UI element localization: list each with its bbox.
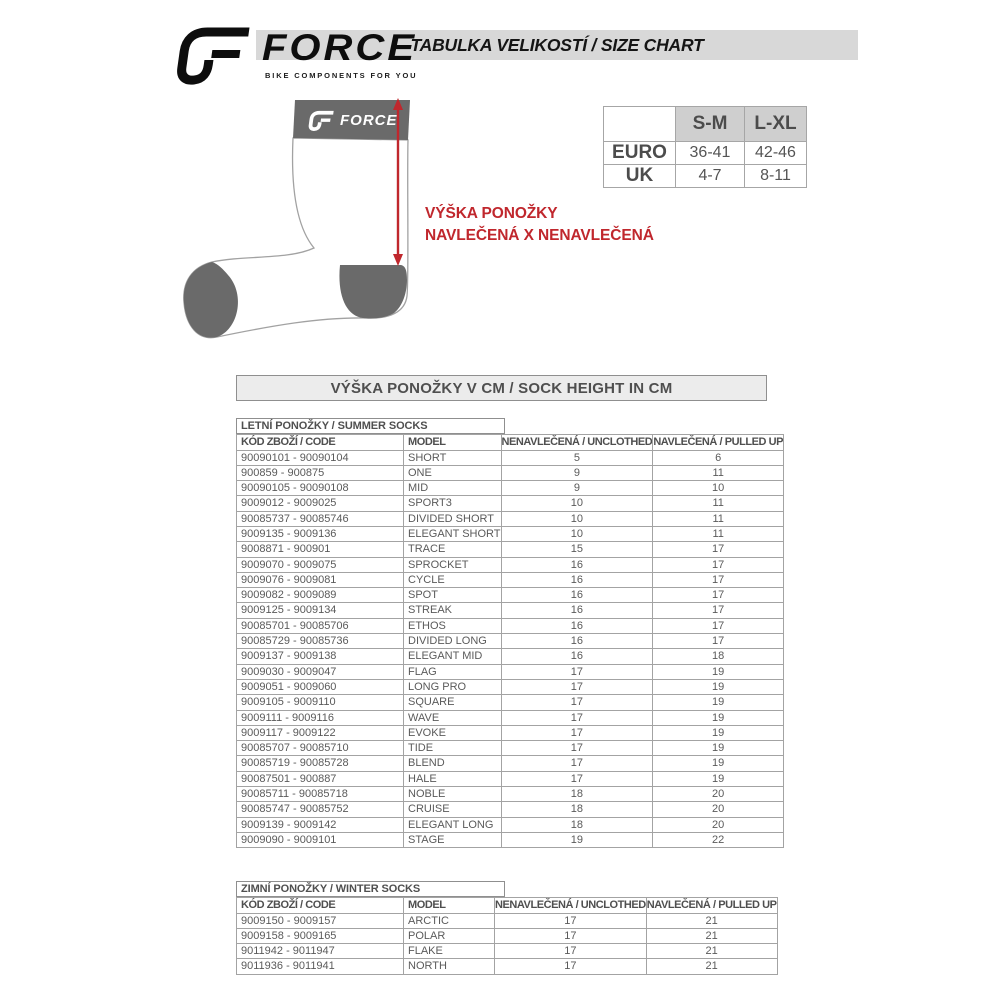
unclothed-cell: 16 [501,649,653,664]
model-cell: BLEND [404,756,502,771]
table-row [237,526,784,541]
code-cell: 9009082 - 9009089 [237,588,404,603]
model-cell: TRACE [404,542,502,557]
pulledup-cell: 11 [653,526,784,541]
model-cell: CRUISE [404,802,502,817]
annotation-line1: VÝŠKA PONOŽKY [425,205,558,222]
table-row [237,542,784,557]
table-row [237,817,784,832]
pulledup-cell: 17 [653,603,784,618]
pulledup-cell: 21 [646,959,777,974]
code-cell: 90085711 - 90085718 [237,787,404,802]
col-header-pulledup: NAVLEČENÁ / PULLED UP [646,899,777,912]
size-conversion-table [603,106,807,188]
unclothed-cell: 17 [501,725,653,740]
model-cell: CYCLE [404,572,502,587]
header-row [237,435,784,451]
pulledup-cell: 17 [653,557,784,572]
pulledup-cell: 6 [653,450,784,465]
code-cell: 9009158 - 9009165 [237,928,404,943]
unclothed-cell: 9 [501,481,653,496]
code-cell: 9009125 - 9009134 [237,603,404,618]
table-row [237,771,784,786]
table-row [237,725,784,740]
unclothed-cell: 17 [495,913,647,928]
unclothed-cell: 16 [501,634,653,649]
table-row [237,496,784,511]
unclothed-cell: 17 [501,756,653,771]
pulledup-cell: 19 [653,710,784,725]
model-cell: STREAK [404,603,502,618]
model-cell: FLAG [404,664,502,679]
sock-height-title: VÝŠKA PONOŽKY V CM / SOCK HEIGHT IN CM [236,375,767,401]
model-cell: LONG PRO [404,679,502,694]
annotation-line2: NAVLEČENÁ X NENAVLEČENÁ [425,227,654,245]
col-header-code: KÓD ZBOŽÍ / CODE [237,435,404,451]
pulledup-cell: 17 [653,572,784,587]
table-row [237,634,784,649]
table-row [237,572,784,587]
row-label-uk: UK [604,165,676,188]
table-row [237,664,784,679]
col-header-unclothed: NENAVLEČENÁ / UNCLOTHED [501,436,653,449]
summer-section-label: LETNÍ PONOŽKY / SUMMER SOCKS [236,418,505,434]
model-cell: POLAR [404,928,495,943]
model-cell: ELEGANT SHORT [404,526,502,541]
code-cell: 9009076 - 9009081 [237,572,404,587]
model-cell: SQUARE [404,695,502,710]
pulledup-cell: 17 [653,618,784,633]
page-title: TABULKA VELIKOSTÍ / SIZE CHART [410,34,704,55]
force-logo [168,22,428,86]
pulledup-cell: 19 [653,679,784,694]
table-row [604,165,807,188]
pulledup-cell: 11 [653,511,784,526]
euro-lxl-value: 42-46 [745,142,807,165]
pulledup-cell: 17 [653,588,784,603]
code-cell: 9009012 - 9009025 [237,496,404,511]
table-row [237,756,784,771]
pulledup-cell: 19 [653,741,784,756]
model-cell: WAVE [404,710,502,725]
unclothed-cell: 10 [501,526,653,541]
unclothed-cell: 19 [501,832,653,847]
table-row [237,465,784,480]
col-header-pulledup: NAVLEČENÁ / PULLED UP [653,436,784,449]
model-cell: MID [404,481,502,496]
brand-name: FORCE [262,28,417,69]
model-cell: SPORT3 [404,496,502,511]
code-cell: 90085707 - 90085710 [237,741,404,756]
uk-sm-value: 4-7 [676,165,745,188]
table-row [237,618,784,633]
pulledup-cell: 19 [653,756,784,771]
code-cell: 90085701 - 90085706 [237,618,404,633]
code-cell: 90085747 - 90085752 [237,802,404,817]
model-cell: FLAKE [404,944,495,959]
code-cell: 9011942 - 9011947 [237,944,404,959]
pulledup-cell: 11 [653,465,784,480]
model-cell: TIDE [404,741,502,756]
model-cell: STAGE [404,832,502,847]
unclothed-cell: 16 [501,618,653,633]
unclothed-cell: 17 [495,928,647,943]
code-cell: 90087501 - 900887 [237,771,404,786]
model-cell: ONE [404,465,502,480]
model-cell: NORTH [404,959,495,974]
col-header-code: KÓD ZBOŽÍ / CODE [237,898,404,914]
table-row [237,679,784,694]
unclothed-cell: 17 [501,679,653,694]
unclothed-cell: 16 [501,603,653,618]
table-row [237,913,778,928]
pulledup-cell: 21 [646,928,777,943]
code-cell: 9009070 - 9009075 [237,557,404,572]
euro-sm-value: 36-41 [676,142,745,165]
pulledup-cell: 19 [653,725,784,740]
pulledup-cell: 20 [653,802,784,817]
winter-socks-table [236,897,778,975]
unclothed-cell: 17 [501,710,653,725]
code-cell: 9009030 - 9009047 [237,664,404,679]
code-cell: 9008871 - 900901 [237,542,404,557]
pulledup-cell: 17 [653,634,784,649]
header-row [237,898,778,914]
unclothed-cell: 17 [501,695,653,710]
blank-cell [604,107,676,142]
table-row [237,802,784,817]
model-cell: NOBLE [404,787,502,802]
table-row [237,649,784,664]
code-cell: 9009150 - 9009157 [237,913,404,928]
code-cell: 9009105 - 9009110 [237,695,404,710]
pulledup-cell: 20 [653,787,784,802]
model-cell: SHORT [404,450,502,465]
table-row [604,142,807,165]
model-cell: SPROCKET [404,557,502,572]
unclothed-cell: 15 [501,542,653,557]
model-cell: DIVIDED LONG [404,634,502,649]
unclothed-cell: 9 [501,465,653,480]
table-row [237,481,784,496]
unclothed-cell: 17 [501,664,653,679]
summer-socks-table [236,434,784,848]
winter-section-label: ZIMNÍ PONOŽKY / WINTER SOCKS [236,881,505,897]
code-cell: 9009090 - 9009101 [237,832,404,847]
table-row [237,695,784,710]
code-cell: 900859 - 900875 [237,465,404,480]
code-cell: 90090101 - 90090104 [237,450,404,465]
col-header-lxl: L-XL [745,107,807,142]
pulledup-cell: 21 [646,913,777,928]
table-row [237,557,784,572]
unclothed-cell: 17 [495,944,647,959]
model-cell: SPOT [404,588,502,603]
table-row [237,787,784,802]
pulledup-cell: 18 [653,649,784,664]
cuff-logo-text: FORCE [340,112,398,129]
model-cell: ELEGANT LONG [404,817,502,832]
code-cell: 90090105 - 90090108 [237,481,404,496]
brand-tagline: BIKE COMPONENTS FOR YOU [265,71,418,80]
sock-illustration [170,90,430,350]
code-cell: 90085729 - 90085736 [237,634,404,649]
model-cell: DIVIDED SHORT [404,511,502,526]
model-cell: HALE [404,771,502,786]
code-cell: 90085737 - 90085746 [237,511,404,526]
unclothed-cell: 17 [501,771,653,786]
code-cell: 9009139 - 9009142 [237,817,404,832]
model-cell: EVOKE [404,725,502,740]
unclothed-cell: 16 [501,572,653,587]
table-row [237,832,784,847]
table-row [237,741,784,756]
table-row [237,959,778,974]
pulledup-cell: 17 [653,542,784,557]
table-row [237,588,784,603]
col-header-sm: S-M [676,107,745,142]
col-header-model: MODEL [404,435,502,451]
code-cell: 90085719 - 90085728 [237,756,404,771]
col-header-model: MODEL [404,898,495,914]
code-cell: 9009117 - 9009122 [237,725,404,740]
table-row [237,928,778,943]
table-row [237,603,784,618]
model-cell: ELEGANT MID [404,649,502,664]
unclothed-cell: 10 [501,496,653,511]
pulledup-cell: 22 [653,832,784,847]
unclothed-cell: 18 [501,787,653,802]
unclothed-cell: 5 [501,450,653,465]
table-row [604,107,807,142]
pulledup-cell: 10 [653,481,784,496]
row-label-euro: EURO [604,142,676,165]
unclothed-cell: 18 [501,817,653,832]
unclothed-cell: 17 [501,741,653,756]
table-row [237,450,784,465]
model-cell: ETHOS [404,618,502,633]
unclothed-cell: 18 [501,802,653,817]
pulledup-cell: 21 [646,944,777,959]
height-annotation [425,203,654,248]
model-cell: ARCTIC [404,913,495,928]
code-cell: 9009051 - 9009060 [237,679,404,694]
code-cell: 9009111 - 9009116 [237,710,404,725]
pulledup-cell: 11 [653,496,784,511]
pulledup-cell: 19 [653,664,784,679]
unclothed-cell: 10 [501,511,653,526]
unclothed-cell: 16 [501,588,653,603]
code-cell: 9009135 - 9009136 [237,526,404,541]
table-row [237,944,778,959]
col-header-unclothed: NENAVLEČENÁ / UNCLOTHED [495,899,646,912]
table-row [237,710,784,725]
unclothed-cell: 16 [501,557,653,572]
pulledup-cell: 19 [653,695,784,710]
pulledup-cell: 19 [653,771,784,786]
table-row [237,511,784,526]
pulledup-cell: 20 [653,817,784,832]
force-emblem-icon [168,24,256,86]
unclothed-cell: 17 [495,959,647,974]
uk-lxl-value: 8-11 [745,165,807,188]
code-cell: 9009137 - 9009138 [237,649,404,664]
code-cell: 9011936 - 9011941 [237,959,404,974]
